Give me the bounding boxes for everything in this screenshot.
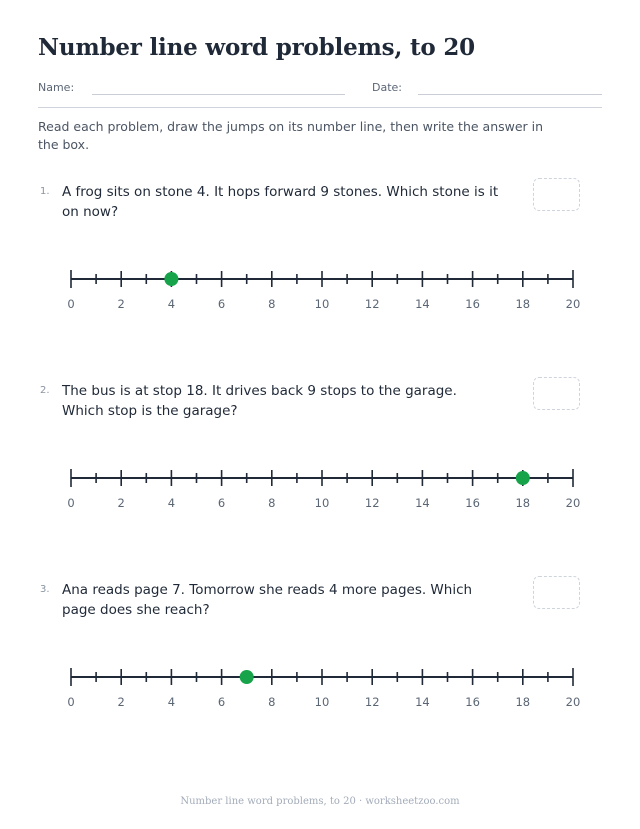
tick-label: 18 <box>515 496 531 510</box>
start-marker <box>516 471 530 485</box>
problem-text: Ana reads page 7. Tomorrow she reads 4 more pages. Which page does she reach? <box>62 582 473 618</box>
tick-label: 20 <box>565 496 581 510</box>
header-divider <box>38 107 602 108</box>
tick-label: 2 <box>117 695 125 709</box>
tick-label: 8 <box>268 496 276 510</box>
problem-number: 3. <box>40 584 50 595</box>
tick-label: 6 <box>217 496 226 510</box>
tick-label: 10 <box>314 297 330 311</box>
problem-number: 1. <box>40 186 50 197</box>
tick-label: 10 <box>314 496 330 510</box>
tick-label: 20 <box>565 695 581 709</box>
tick-label: 0 <box>67 496 75 510</box>
tick-label: 6 <box>217 297 226 311</box>
tick-label: 16 <box>465 695 480 709</box>
tick-label: 10 <box>314 695 330 709</box>
page-title: Number line word problems, to 20 <box>38 34 475 61</box>
problem-2 <box>0 377 640 527</box>
name-label: Name: <box>38 81 75 94</box>
tick-label: 12 <box>364 297 380 311</box>
tick-label: 0 <box>67 297 75 311</box>
problem-number: 2. <box>40 385 50 396</box>
answer-box[interactable] <box>533 576 580 609</box>
tick-label: 12 <box>364 695 380 709</box>
tick-label: 4 <box>167 496 176 510</box>
tick-label: 18 <box>515 297 531 311</box>
date-field[interactable] <box>418 94 602 95</box>
tick-label: 4 <box>167 297 176 311</box>
problem-text: The bus is at stop 18. It drives back 9 stops to the garage. Which stop is the garage? <box>62 383 457 419</box>
tick-label: 18 <box>515 695 531 709</box>
date-label: Date: <box>372 81 402 94</box>
tick-label: 8 <box>268 297 276 311</box>
problem-1 <box>0 178 640 328</box>
start-marker <box>240 670 254 684</box>
problem-3 <box>0 576 640 726</box>
answer-box[interactable] <box>533 377 580 410</box>
tick-label: 6 <box>217 695 226 709</box>
tick-label: 14 <box>415 695 430 709</box>
instructions: Read each problem, draw the jumps on its number line, then write the answer in the box. <box>38 119 544 152</box>
tick-label: 2 <box>117 496 125 510</box>
name-field[interactable] <box>92 94 345 95</box>
number-line[interactable] <box>0 459 640 509</box>
tick-label: 20 <box>565 297 581 311</box>
tick-label: 12 <box>364 496 380 510</box>
start-marker <box>164 272 178 286</box>
footer: Number line word problems, to 20 · worksheetzoo.com <box>180 796 460 807</box>
tick-label: 16 <box>465 496 480 510</box>
tick-label: 4 <box>167 695 176 709</box>
tick-label: 14 <box>415 496 430 510</box>
tick-label: 2 <box>117 297 125 311</box>
tick-label: 14 <box>415 297 430 311</box>
tick-label: 8 <box>268 695 276 709</box>
number-line[interactable] <box>0 658 640 708</box>
tick-label: 16 <box>465 297 480 311</box>
tick-label: 0 <box>67 695 75 709</box>
problem-text: A frog sits on stone 4. It hops forward 9 stones. Which stone is it on now? <box>62 184 499 220</box>
answer-box[interactable] <box>533 178 580 211</box>
number-line[interactable] <box>0 260 640 310</box>
